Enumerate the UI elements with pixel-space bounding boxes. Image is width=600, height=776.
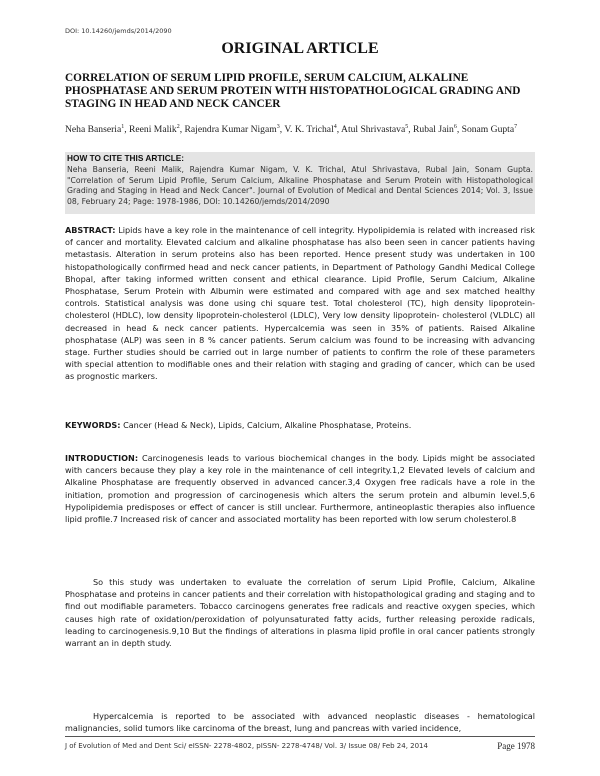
author: Rajendra Kumar Nigam bbox=[184, 124, 277, 136]
author: Sonam Gupta bbox=[461, 124, 515, 136]
author-affiliation: 6 bbox=[453, 124, 457, 130]
author-affiliation: 4 bbox=[333, 124, 337, 130]
keywords-text: Cancer (Head & Neck), Lipids, Calcium, Alkaline Phosphatase, Proteins. bbox=[120, 420, 412, 430]
author-affiliation: 5 bbox=[405, 124, 409, 130]
author: Rubal Jain bbox=[413, 124, 454, 136]
citation-heading: HOW TO CITE THIS ARTICLE: bbox=[67, 153, 185, 163]
introduction-text: Carcinogenesis leads to various biochemical changes in the body. Lipids might be associated with cancers because they play a key role in the maintenance of cell integrity.1,2 Elevated levels of calcium and Alkaline Phosphatase are frequently observed in advanced cancer.3,4 Oxygen free radicals have a role in the initiation, promotion and progression of carcinogenesis which alters the serum protein and albumin level.5,6 Hypolipidemia predisposes or effect of cancer is still unclear. Furthermore, antineoplastic therapies also influence lipid profile.7 Increased risk of cancer and associated mortality has been reported with low serum cholesterol.8 bbox=[65, 453, 535, 525]
author-list: Neha Banseria$^1$, Reeni Malik$^2$, Rajendra Kumar Nigam$^3$, V. K. Trichal$^4$, Atul Shrivastava$^5$, Rubal Jain$^6$, Sonam Gupta$^7$ bbox=[65, 124, 518, 136]
abstract-text: Lipids have a key role in the maintenance of cell integrity. Hypolipidemia is related with increased risk of cancer and mortality. Elevated calcium and alkaline phosphatase has also been seen in cancer patients having metastasis. Alteration in serum proteins also has been reported. Hence present study was undertaken in 100 histopathologically confirmed head and neck cancer patients, in Department of Pathology Gandhi Medical College Bhopal, after taking informed written consent and ethical clearance. Lipid Profile, Serum Calcium, Alkaline Phosphatase, Serum Protein with Albumin were estimated and compared with age and sex matched healthy controls. Statistical analysis was done using chi square test. Total cholesterol (TC), high density lipoprotein-cholesterol (HDLC), low density lipoprotein-cholesterol (LDLC), Very low density lipoprotein- cholesterol (VLDLC) all decreased in head & neck cancer patients. Hypercalcemia was seen in 35% of patients. Raised Alkaline phosphatase (ALP) was seen in 8 % cancer patients. Serum calcium was found to be increasing with advancing stage. Further studies should be carried out in large number of patients to confirm the role of these parameters with special attention to modifiable ones and their relation with staging and grading of cancer, which can be used as prognostic markers. bbox=[65, 225, 535, 382]
introduction-label: INTRODUCTION: bbox=[65, 453, 139, 463]
introduction bbox=[65, 452, 535, 525]
citation-box bbox=[65, 152, 535, 214]
article-title: CORRELATION OF SERUM LIPID PROFILE, SERUM CALCIUM, ALKALINE PHOSPHATASE AND SERUM PROTEIN WITH HISTOPATHOLOGICAL GRADING AND STAGING IN HEAD AND NECK CANCER bbox=[65, 72, 521, 110]
journal-footer: J of Evolution of Med and Dent Sci/ eISSN- 2278-4802, pISSN- 2278-4748/ Vol. 3/ Issue 08/ Feb 24, 2014 bbox=[65, 742, 428, 750]
abstract-label: ABSTRACT: bbox=[65, 225, 116, 235]
author-affiliation: 3 bbox=[276, 124, 280, 130]
footer-rule bbox=[65, 736, 535, 737]
citation-text: Neha Banseria, Reeni Malik, Rajendra Kumar Nigam, V. K. Trichal, Atul Shrivastava, Rubal Jain, Sonam Gupta. "Correlation of Serum Lipid Profile, Serum Calcium, Alkaline Phosphatase and Serum Protein with Histopathological Grading and Staging in Head and Neck Cancer". Journal of Evolution of Medical and Dental Sciences 2014; Vol. 3, Issue 08, February 24; Page: 1978-1986, DOI: 10.14260/jemds/2014/2090 bbox=[67, 165, 533, 206]
section-heading: ORIGINAL ARTICLE bbox=[221, 40, 379, 57]
author: Neha Banseria bbox=[65, 124, 122, 136]
author: V. K. Trichal bbox=[284, 124, 334, 136]
body-paragraph: So this study was undertaken to evaluate the correlation of serum Lipid Profile, Calcium, Alkaline Phosphatase and proteins in cancer patients and their correlation with histopathological grading and staging and to find out modifiable parameters. Tobacco carcinogens generates free radicals and reactive oxygen species, which causes high rate of oxidation/peroxidation of polyunsaturated fatty acids, further releasing peroxide radicals, leading to carcinogenesis.9,10 But the findings of alterations in plasma lipid profile in oral cancer patients strongly warrant an in depth study. bbox=[65, 577, 535, 649]
keywords bbox=[65, 419, 535, 431]
body-paragraph: Hypercalcemia is reported to be associated with advanced neoplastic diseases - hematological malignancies, solid tumors like carcinoma of the breast, lung and pancreas with varied incidence, bbox=[65, 711, 535, 734]
page-number: Page 1978 bbox=[497, 741, 535, 751]
keywords-label: KEYWORDS: bbox=[65, 420, 121, 430]
author-affiliation: 2 bbox=[176, 124, 180, 130]
doi-line: DOI: 10.14260/jemds/2014/2090 bbox=[65, 27, 172, 35]
author: Reeni Malik bbox=[129, 124, 177, 136]
author-affiliation: 7 bbox=[514, 124, 518, 130]
author: Atul Shrivastava bbox=[341, 124, 406, 136]
author-affiliation: 1 bbox=[121, 124, 125, 130]
abstract bbox=[65, 224, 535, 383]
